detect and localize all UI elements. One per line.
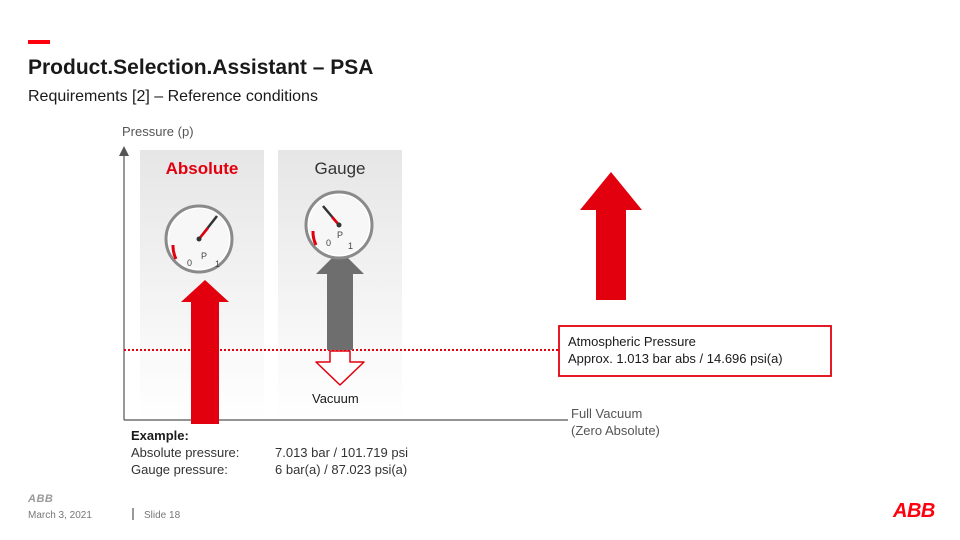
example-gauge-label: Gauge pressure: [131,462,228,477]
abb-logo: ABB [893,500,935,522]
gauge-dial-pointer: P [337,230,344,240]
y-axis-arrowhead [119,146,129,156]
footer-date: March 3, 2021 [28,510,92,521]
absolute-dial-zero: 0 [187,258,193,268]
atmospheric-pressure-arrow [580,172,642,300]
absolute-gauge-dial [166,206,232,272]
gauge-dial-zero: 0 [326,238,332,248]
absolute-dial-pointer: P [201,251,208,261]
gauge-dial-one: 1 [348,241,354,251]
absolute-label: Absolute [165,159,239,178]
example-heading: Example: [131,428,189,443]
example-absolute-value: 7.013 bar / 101.719 psi [275,445,408,460]
pressure-axis-label: Pressure (p) [122,124,194,139]
page-subtitle: Requirements [2] – Reference conditions [28,88,318,105]
example-gauge-value: 6 bar(a) / 87.023 psi(a) [275,462,408,477]
atmospheric-line1: Atmospheric Pressure [568,334,696,349]
gauge-label: Gauge [314,159,366,178]
absolute-dial-one: 1 [215,259,221,269]
full-vacuum-line1: Full Vacuum [571,406,643,421]
gauge-gauge-dial [306,192,372,258]
vacuum-label: Vacuum [312,391,359,406]
full-vacuum-line2: (Zero Absolute) [571,423,660,438]
page-title: Product.Selection.Assistant – PSA [28,56,374,79]
atmospheric-line2: Approx. 1.013 bar abs / 14.696 psi(a) [568,351,783,366]
example-absolute-label: Absolute pressure: [131,445,240,460]
abb-logo-small: ABB [28,493,54,505]
footer-slide-number: Slide 18 [144,510,181,521]
